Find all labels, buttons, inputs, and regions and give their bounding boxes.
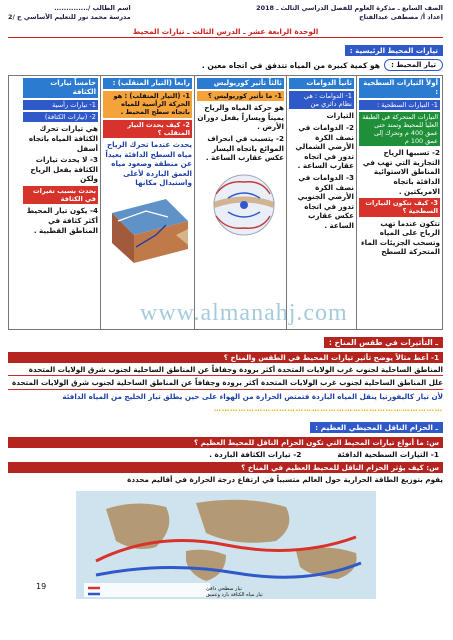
upwelling-answer: يحدث عندما تحرك الرياح مياه السطح الدافئة بعيداً عن منطقة وصعود مياه العمق الباردة لأعلى واستبدال مكانها (105, 140, 192, 188)
gyre-south-text: 3- الدوامات في نصف الكرة الأرضي الجنوبي تدور في اتجاه عكس عقارب الساعة . (297, 172, 354, 230)
weather-question: 1- أعط مثالاً يوضح تأثير تيارات المحيط في الطقس والمناخ ؟ (8, 352, 443, 363)
legend-warm: تيار سطحي دافئ (205, 586, 242, 593)
conveyor-question-2: س: كيف يؤثر الحزام الناقل للمحيط العظيم في المناخ ؟ (8, 462, 443, 473)
column-gyres (286, 76, 356, 329)
ocean-conveyor-map (76, 491, 376, 599)
definition-text: هو كمية كبيرة من المياه تتدفق في اتجاه معين . (201, 60, 381, 70)
column-coriolis (194, 76, 286, 329)
school-name: مدرسة محمد نور للتعليم الأساسي ح /2 (8, 13, 131, 21)
header-right (256, 4, 443, 22)
term-ocean-current: تيار المحيط : (384, 59, 443, 71)
gyre-definition: 1- الدوامات : هي نظام دائري من (289, 91, 354, 109)
upwelling-definition: 1- (التيار المتقلب) : هو الحركة الرأسية للمياه باتجاه سطح المحيط . (103, 91, 192, 118)
watermark: www.almanahj.com (140, 300, 348, 326)
answer-warm-surface: 1- التيارات السطحية الدافئة (337, 449, 439, 459)
concept-grid (8, 75, 443, 330)
header-title: الصف السابع ـ مذكرة العلوم للفصل الدراسي الثالث ـ 2018 (256, 4, 443, 12)
unit-title-bar (8, 26, 443, 38)
answer-dots: ………………………………………………………………………… (213, 404, 443, 414)
density-cause: بحدث بسبب تغيرات في الكثافة (23, 186, 98, 204)
weather-answer-line-1: المناطق الساحلية لجنوب غرب الولايات المتحدة أكثر برودة وجفافاً عن المناطق الساحلية لجنوب شرق الولايات المتحدة (8, 365, 443, 376)
coriolis-question: 1- ما تأثير كوريوليس ؟ (197, 91, 284, 101)
student-name-field: اسم الطالب /.............. (54, 4, 131, 12)
weather-answer-line-3: لأن تيار كاليفورنيا ينقل المياه الباردة فتمتص الحرارة من الهواء على حين يطلق تيار الخليج من المياه الدافئة (62, 391, 443, 401)
coriolis-deflection: 2- يتسبب في انحراف الموائع باتجاه اليسار عكس عقارب الساعة . (205, 133, 284, 163)
column-upwelling (100, 76, 194, 329)
section-conveyor-belt-title: ـ الحزام الناقل المحيطي العظيم : (310, 422, 443, 433)
definition-row (8, 59, 443, 71)
polar-density-text: 4- يكون تيار المحيط أكثر كثافة في المناطق القطبية . (26, 206, 98, 235)
header-author: إعداد أ/ مصطفى عبدالفتاح (359, 13, 443, 21)
upwelling-question: 2- كيف يحدث التيار المتقلب ؟ (103, 120, 192, 138)
column-header: ثانياً الدوامات (289, 78, 354, 89)
vertical-currents-label: 1- تيارات رأسية (23, 100, 98, 110)
surface-currents-definition: التيارات المتحركة في الطبقة العليا للمحيط وتمتد حتى عمق 400 م وتحرك إلى عمق 100 م (359, 112, 440, 146)
unit-title: الوحدة الرابعة عشر ـ الدرس الثالث ـ تيارات المحيط (132, 27, 319, 36)
legend-cold: تيار مياه الكثافة بارد وعميق (205, 592, 263, 599)
weather-answer-line-2: علل المناطق الساحلية لجنوب غرب الولايات المتحدة أكثر برودة وجفافاً عن المناطق الساحلية لجنوب شرق الولايات المتحدة (8, 378, 443, 389)
formation-answer: تتكون عندما تهب الرياح على المياه وتسحب الجزيئات الماء المتحركة للسطح (361, 218, 440, 257)
earth-coriolis-illustration (204, 166, 284, 244)
formation-question: 3- كيف تتكون التيارات السطحية ؟ (359, 198, 440, 216)
density-not-wind: 3- لا يحدث تيارات الكثافة بفعل الرياح ولكن (30, 155, 98, 184)
surface-currents-label: 1- التيارات السطحية : (359, 100, 440, 110)
gyre-definition-cont: التيارات (326, 111, 354, 121)
conveyor-answers (8, 450, 443, 459)
column-header: رابعاً (التيار المتقلب) : (103, 78, 192, 89)
coriolis-answer: هو حركة المياه والرياح يميناً ويساراً بفعل دوران الأرض . (197, 103, 284, 132)
answer-cold-density: 2- تيارات الكثافة الباردة . (209, 449, 302, 459)
column-header: أولاً التيارات السطحية : (359, 78, 440, 98)
conveyor-belt-figure (8, 491, 443, 599)
column-density-currents (21, 76, 100, 329)
column-header: خامساً تيارات الكثافة (23, 78, 98, 98)
upwelling-illustration (106, 191, 192, 269)
page-header (8, 4, 443, 22)
section-weather-climate-title: ـ التأثيرات في طقس المناخ : (324, 337, 443, 348)
column-header: ثالثاً تأثير كوريوليس (197, 78, 284, 89)
gyre-north-text: 2- الدوامات في نصف الكرة الأرضي الشمالي تدور في اتجاه عقارب الساعة . (295, 123, 354, 171)
column-surface-currents (356, 76, 442, 329)
density-currents-definition: هي تيارات تحرك الكثافة المياه باتجاه أسفل (28, 124, 98, 153)
section-main-currents-title: تيارات المحيط الرئيسية : (345, 45, 443, 56)
header-left (8, 4, 131, 22)
page-number: 19 (36, 582, 47, 591)
conveyor-answer: يقوم بتوزيع الطاقة الحرارية حول العالم متسبباً في ارتفاع درجة الحرارة في أقاليم محددة (127, 474, 443, 484)
density-currents-label: 2- (تيارات الكثافة) (23, 112, 98, 122)
conveyor-question-1: س: ما أنواع تيارات المحيط التي تكون الحزام الناقل للمحيط العظيم ؟ (8, 437, 443, 448)
trade-winds-text: 2- تسببها الرياح التجارية التي تهب في المناطق الاستوائية الدافئة باتجاه الامريكتين . (362, 148, 440, 196)
